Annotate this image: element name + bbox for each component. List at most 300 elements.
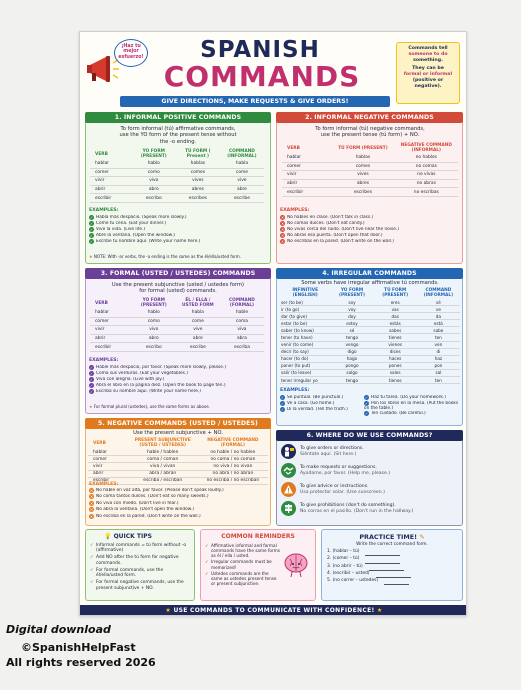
example-text: No abra la ventana. (Don't open the window.) [96,507,194,513]
example-text: Viva con alegría. (Live with joy.) [96,377,165,383]
informal-positive-table [90,148,264,203]
table-row [280,299,460,306]
cell: soy [330,299,373,306]
intro-line: To form informal (tú) negative commands, [315,126,425,132]
cell: no escriba / no escriban [198,477,268,484]
cell: da [417,313,460,320]
cell: escribe [220,194,264,203]
quick-tips-box [85,529,195,601]
section-4-intro: Some verbs have irregular affirmative tú commands. [301,280,439,286]
col-header: VERB [287,145,300,151]
tip-item: ✓ For formal negative commands, use the present subjunctive + NO. [90,580,190,591]
example-text: No escriba en la pared. (Don't write on the wall.) [96,513,201,519]
no-icon: ✕ [280,227,285,233]
example-text: Pon los libros en la mesa. (Put the books on the table.) [364,401,459,412]
section-2-examples [280,215,460,245]
no-icon: ✕ [280,215,285,220]
cell: viva / vivan [128,463,198,470]
use-text [300,503,460,515]
cell: eres [374,299,417,306]
check-icon: ✓ [280,407,285,413]
col-header: VERB [93,440,106,446]
cell: doy [330,313,373,320]
use-text [300,446,460,458]
use-item [281,463,461,481]
use-lead: To give advice or instructions. [300,484,369,489]
answer-line[interactable] [384,578,409,585]
check-icon: ✓ [89,227,94,233]
cell: vive [176,326,220,335]
cell: no abra / no abran [198,470,268,477]
note-text: NOTE: With -ar verbs, the -a ending is the same as the él/ella/usted form. [93,254,241,259]
section-1-intro [88,126,268,145]
cell: escribe [176,343,220,352]
use-example: Usa protector solar. (Use sunscreen.) [300,490,385,495]
col-header: YO FORM (PRESENT) [140,298,167,308]
practice-prompt: 5. (no correr – ustedes) [327,578,379,584]
tip-item: ✓ Informal commands = tú form without -o (affirmative) [90,543,190,554]
practice-title: PRACTICE TIME! [359,533,418,541]
section-2-header: 2. INFORMAL NEGATIVE COMMANDS [276,112,463,123]
practice-prompt: 4. (escribir – usted) [327,570,370,576]
cell: escriba / escriban [128,477,198,484]
example-text: No hable en voz alta, por favor. (Please don't speak loudly.) [96,488,224,493]
example-text: No comas dulces. (Don't eat candy.) [287,221,365,227]
cell: abra [220,334,264,343]
example-text: Coma sus verduras. (Eat your vegetables.) [96,371,188,377]
note-line: negative). [414,83,442,89]
cell: vivo [132,177,176,186]
cell: coma [220,317,264,326]
example-text: No coma tantos dulces. (Don't eat so many sweets.) [96,494,209,500]
cell: no hable / no hablen [198,449,268,456]
example-text: No escribas en la pared. (Don't write on the wall.) [287,239,394,245]
table-row [90,168,264,177]
cell: no vivas [395,171,458,180]
cell: abre [220,185,264,194]
formal-table [90,297,264,352]
caption-digital-download: Digital download [6,623,111,636]
cell: sé [417,299,460,306]
col-header: TÚ FORM (PRESENT) [338,145,388,151]
example-text: Habla más despacio. (Speak more slowly.) [96,215,187,220]
lightbulb-icon: 💡 [104,533,112,540]
cell: hablar [90,160,132,168]
check-icon: ✓ [89,377,94,383]
example-text: Di la verdad. (Tell the truth.) [287,407,348,413]
answer-line[interactable] [376,571,411,578]
title-commands-text: COMMANDS [163,60,361,93]
cell: abres [331,179,394,188]
cell: comer [90,168,132,177]
table-row [88,449,268,456]
cell: tener irregular yo [280,377,330,384]
no-icon: ✕ [89,507,94,513]
intro-line: Use the present subjunctive (usted / ustedes form) [111,282,245,288]
cell: no coma / no coman [198,456,268,463]
table-row [280,334,460,341]
check-icon: ✓ [89,221,94,227]
quick-tips-header [104,533,190,540]
cell: venir (to come) [280,341,330,348]
examples-label: EXAMPLES: [89,482,119,487]
cell: pongo [330,362,373,369]
subtitle-banner: GIVE DIRECTIONS, MAKE REQUESTS & GIVE ORDERS! [120,96,390,107]
cell: saber (to know) [280,327,330,334]
section-3-header: 3. FORMAL (USTED / USTEDES) COMMANDS [85,268,271,279]
check-icon: ✓ [89,383,94,389]
sign-icon [281,501,296,516]
example-text: Come tu cena. (Eat your dinner.) [96,221,167,227]
examples-label: EXAMPLES: [280,208,310,213]
table-row [90,160,264,168]
cell: vivir [282,171,331,180]
table-row [282,162,458,171]
col-header: ÉL / ELLA / USTED FORM [182,298,214,308]
cell: haces [374,355,417,362]
examples-label: EXAMPLES: [89,208,119,213]
col-header: NEGATIVE COMMAND (INFORMAL) [400,143,452,153]
table-row [282,179,458,188]
section-1-note [89,254,241,259]
cell: como [132,317,176,326]
cell: hablo [132,160,176,168]
cell: come [176,317,220,326]
use-lead: To give orders or directions. [300,446,364,451]
cell: tienes [374,377,417,384]
col-header: TÚ FORM (PRESENT) [382,288,409,298]
cell: hacer (to do) [280,355,330,362]
cell: haz [417,355,460,362]
cell: escribo [132,194,176,203]
cell: escribir [90,343,132,352]
section-4-examples-right [364,395,462,417]
table-row [280,377,460,384]
table-row [90,334,264,343]
speech-bubble-text: ¡Haz tu mejor esfuerzo! [118,44,144,60]
table-row [282,188,458,197]
caption-rights: All rights reserved 2026 [6,656,156,669]
cell: escribo [132,343,176,352]
cell: escribir [282,188,331,197]
use-example: Ayúdame, por favor. (Help me, please.) [300,471,391,476]
cell: ten [417,377,460,384]
table-row [280,355,460,362]
check-icon: ✓ [89,233,94,239]
cell: vive [220,177,264,186]
footer-text: USE COMMANDS TO COMMUNICATE WITH CONFIDENCE! [173,607,375,614]
cell: tengo [330,334,373,341]
star-icon: ★ [376,607,383,614]
example-item [280,407,362,413]
col-header: NEGATIVE COMMAND (FORMAL) [207,438,259,448]
cell: das [374,313,417,320]
check-icon: ✓ [89,239,94,245]
cell: pones [374,362,417,369]
cell: sabe [417,327,460,334]
col-header: VERB [95,300,108,306]
quick-tips-title: QUICK TIPS [113,533,152,540]
cell: sal [417,369,460,376]
example-text: Escriba su nombre aquí. (Write your name here.) [96,389,201,395]
col-header: YO FORM (PRESENT) [339,288,365,298]
practice-item [327,564,457,571]
cell: no abras [395,179,458,188]
practice-prompt: 1. (hablar – tú) [327,549,360,554]
cell: hablar [88,449,128,456]
warning-icon [281,482,296,497]
cell: escribes [331,188,394,197]
example-item [89,389,269,395]
reminders-header: COMMON REMINDERS [221,533,295,540]
cell: está [417,320,460,327]
section-5-header: 5. NEGATIVE COMMANDS (USTED / USTEDES) [85,418,271,429]
cell: hable / hablen [128,449,198,456]
table-row [280,362,460,369]
cell: vivir [90,177,132,186]
table-row [90,309,264,317]
cell: ven [417,341,460,348]
section-3-examples [89,365,269,395]
star-icon: ★ [89,404,93,409]
cell: sales [374,369,417,376]
section-1-header: 1. INFORMAL POSITIVE COMMANDS [85,112,271,123]
cell: como [132,168,176,177]
practice-instruction: Write the correct command form. [356,542,428,547]
example-item [89,239,269,245]
caption [6,622,156,670]
cell: comer [282,162,331,171]
table-row [90,317,264,326]
table-row [90,177,264,186]
speech-bubble [114,39,148,67]
cell: sé [330,327,373,334]
practice-item [327,578,457,585]
cell: decir (to say) [280,348,330,355]
example-text: No vivas cerca del ruido. (Don't live near the noise.) [287,227,399,233]
cell: abrir [90,185,132,194]
table-row [280,369,460,376]
section-5-intro: Use the present subjunctive + NO. [133,430,223,436]
col-header: INFINITIVE (ENGLISH) [292,288,319,298]
example-text: No viva con miedo. (Don't live in fear.) [96,500,179,506]
practice-header [327,533,457,541]
cell: coma / coman [128,456,198,463]
cell: estás [374,320,417,327]
footer-banner [80,605,467,616]
answer-line[interactable] [369,564,404,571]
example-item [364,401,462,411]
cell: comes [176,168,220,177]
cell: tienes [374,334,417,341]
cell: tener (to have) [280,334,330,341]
handshake-icon [281,463,296,478]
common-reminders-box [200,529,316,601]
cell: ir (to go) [280,306,330,313]
no-icon: ✕ [280,221,285,227]
cell: hablas [176,160,220,168]
col-header: COMMAND (INFORMAL) [423,288,454,298]
star-icon: ★ [165,607,172,614]
table-row [280,341,460,348]
check-icon: ✓ [364,401,369,407]
cell: salgo [330,369,373,376]
irregular-table [280,287,460,384]
check-icon: ✓ [280,395,285,400]
practice-prompt: 3. (no abrir – tú) [327,563,363,569]
use-item [281,501,461,519]
col-header: COMMAND (INFORMAL) [227,149,257,159]
pencil-icon: ✎ [419,533,425,541]
example-item [89,514,269,520]
negative-formal-table [88,437,268,485]
cell: hablar [90,309,132,317]
note-line: (positive or [412,77,444,83]
cell: abrir [90,334,132,343]
use-lead: To make requests or suggestions. [300,465,377,470]
intro-line: for formal (usted) commands. [139,288,217,295]
use-text [300,465,460,477]
table-row [280,320,460,327]
cell: comer [90,317,132,326]
reminder-item: ✓ Ustedes commands are the same as ustedes present tense or present subjunctive. [205,571,281,586]
table-row [282,171,458,180]
cell: ten [417,334,460,341]
cell: poner (to put) [280,362,330,369]
cell: abro [132,334,176,343]
brain-icon [281,550,311,580]
section-4-examples-left [280,395,362,413]
poster [79,31,467,616]
cell: come [220,168,264,177]
cell: hable [220,309,264,317]
examples-label: EXAMPLES: [89,358,119,363]
cell: tengo [330,377,373,384]
table-row [88,470,268,477]
no-icon: ✕ [89,513,94,519]
section-6-header: 6. WHERE DO WE USE COMMANDS? [276,430,463,441]
tip-item: ✓ For formal commands, use the él/ella/usted form. [90,568,190,579]
table-row [90,194,264,203]
note-line: someone to do [408,51,448,57]
uses-list [276,444,463,524]
cell: abre [176,334,220,343]
table-row [282,154,458,162]
use-item [281,444,461,462]
cell: escriba [220,343,264,352]
use-lead: To give prohibitions (don't do something). [300,503,396,508]
tip-item: ✓ Add NO after the tú form for negative commands. [90,555,190,566]
use-text [300,484,460,496]
no-icon: ✕ [280,233,285,239]
examples-label: EXAMPLES: [280,388,310,393]
teacher-icon [281,444,296,459]
caption-copyright: ©SpanishHelpFast [21,641,136,654]
example-text: Ten cuidado. (Be careful.) [371,411,426,417]
cell: dices [374,348,417,355]
section-3-note [89,404,210,409]
reminders-list [205,543,281,586]
cell: escribir [88,477,128,484]
example-item [364,411,462,417]
col-header: COMMAND (FORMAL) [229,298,255,308]
example-text: Ve a casa. (Go home.) [287,401,335,407]
answer-line[interactable] [365,556,400,563]
check-icon: ✓ [89,371,94,377]
col-header: PRESENT SUBJUNCTIVE (USTED / USTEDES) [134,438,191,448]
cell: escribes [176,194,220,203]
cell: ve [417,306,460,313]
title-commands [162,62,362,92]
informal-negative-table [282,142,458,197]
no-icon: ✕ [89,500,94,506]
star-icon: ★ [89,254,93,259]
cell: salir (to leave) [280,369,330,376]
example-text: No hables en clase. (Don't talk in class.) [287,215,374,220]
no-icon: ✕ [89,494,94,500]
cell: pon [417,362,460,369]
cell: escribir [90,194,132,203]
cell: comer [88,456,128,463]
check-icon: ✓ [89,215,94,220]
section-2-intro [280,126,460,139]
title-spanish: SPANISH [200,37,320,63]
header-note-box [396,42,460,104]
cell: abra / abran [128,470,198,477]
table-row [280,313,460,320]
cell: vivir [88,463,128,470]
example-text: Sé puntual. (Be punctual.) [287,395,344,400]
cell: no escribas [395,188,458,197]
table-row [90,326,264,335]
no-icon: ✕ [89,488,94,493]
check-icon: ✓ [89,389,94,395]
practice-prompt: 2. (comer – tú) [327,556,360,562]
cell: dar (to give) [280,313,330,320]
example-text: Haz tu tarea. (Do your homework.) [371,395,446,400]
note-line: Commands tell [408,46,448,51]
section-5-examples [89,488,269,520]
table-row [88,456,268,463]
cell: comes [331,162,394,171]
answer-line[interactable] [365,549,400,556]
example-text: Abre la ventana. (Open the window.) [96,233,175,239]
intro-line: use the present tense (tú form) + NO. [320,132,420,139]
cell: abres [176,185,220,194]
no-icon: ✕ [280,239,285,245]
intro-line: use the YO form of the present tense without [119,132,237,139]
cell: viva [220,326,264,335]
table-row [90,185,264,194]
cell: estar (to be) [280,320,330,327]
example-text: Vive la vida. (Live life.) [96,227,146,233]
cell: abro [132,185,176,194]
cell: vivir [90,326,132,335]
intro-line: the -o ending. [159,138,197,145]
use-example: Siéntate aquí. (Sit here.) [300,452,357,457]
table-row [280,348,460,355]
cell: vivo [132,326,176,335]
cell: no hables [395,154,458,162]
example-text: Escribe tu nombre aquí. (Write your name here.) [96,239,201,245]
col-header: YO FORM (PRESENT) [140,149,167,159]
section-3-intro [88,282,268,295]
cell: hablas [331,154,394,162]
check-icon: ✓ [364,395,369,400]
cell: abrir [282,179,331,188]
reminder-item: ✓ Irregular commands must be memorized! [205,559,281,569]
cell: abrir [88,470,128,477]
